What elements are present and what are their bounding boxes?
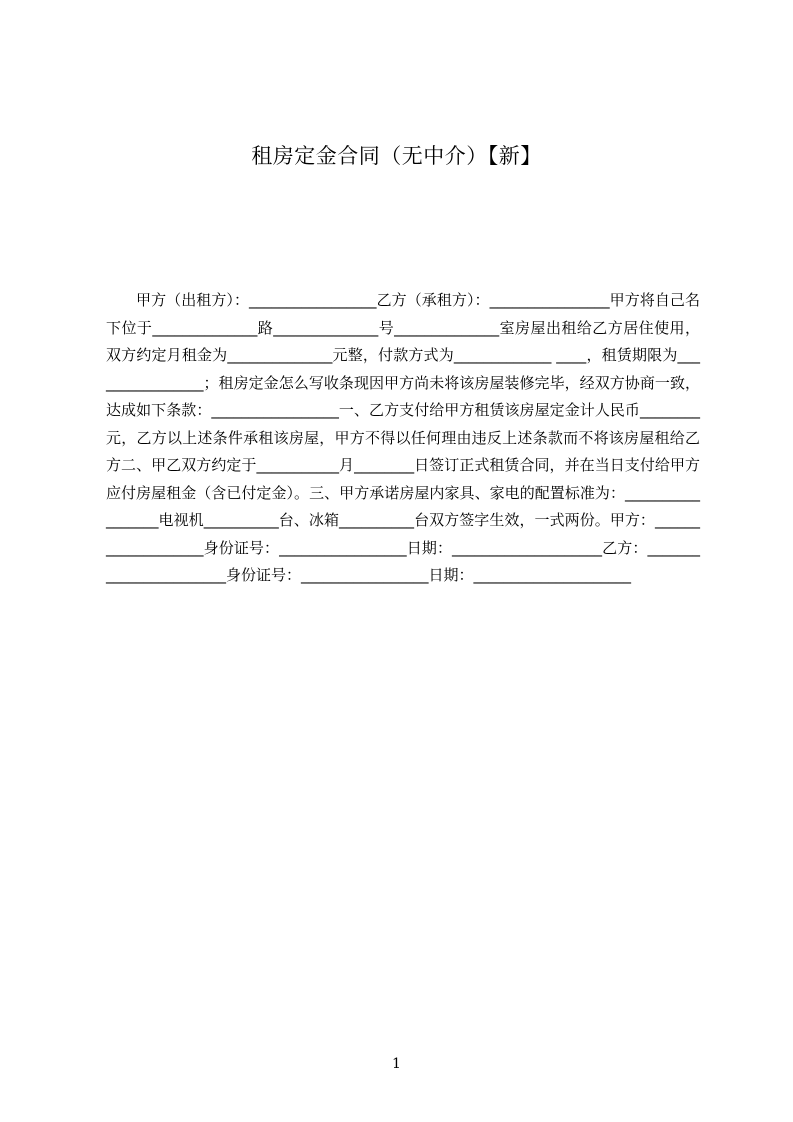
document-title: 租房定金合同（无中介）【新】 — [251, 144, 542, 168]
page-number: 1 — [392, 1056, 401, 1072]
contract-body-paragraph: 甲方（出租方）：_________________乙方（承租方）：________________甲方将自己名下位于______________路______________号______________室房屋出租给乙方居住使用，双方约定月租金为______________元整，付款方式为_____________ ____，租赁期限为________________；租房定金怎么写收条现因甲方尚未将该房屋装修完毕，经双方协商一致，达成如下条款：_________________一、乙方支付给甲方租赁该房屋定金计人民币________元，乙方以上述条件承租该房屋，甲方不得以任何理由违反上述条款而不将该房屋租给乙方二、甲乙双方约定于___________月________日签订正式租赁合同，并在当日支付给甲方应付房屋租金（含已付定金）。三、甲方承诺房屋内家具、家电的配置标准为：_________________电视机__________台、冰箱__________台双方签字生效，一式两份。甲方：___________________身份证号：_________________日期：____________________乙方：_______________________身份证号：_________________日期：_____________________ — [106, 291, 700, 584]
